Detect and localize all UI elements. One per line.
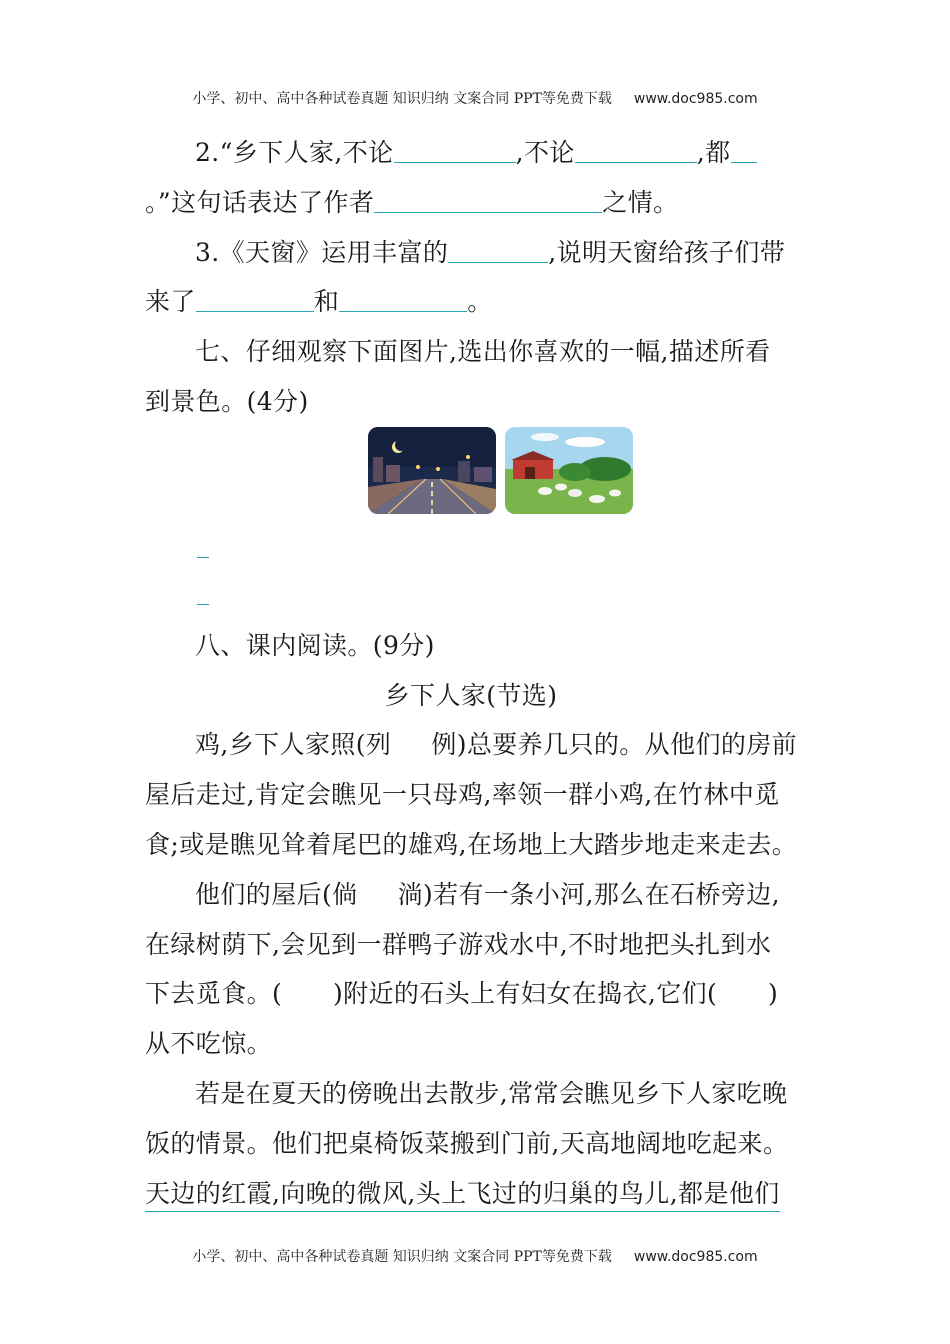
passage-line: 在绿树荫下,会见到一群鸭子游戏水中,不时地把头扎到水 [145,929,772,959]
question-3-text-e: 。 [467,287,493,317]
answer-blank[interactable] [575,140,697,163]
answer-blank[interactable] [448,240,548,263]
underlined-sentence: 天边的红霞,向晚的微风,头上飞过的归巢的鸟儿,都是他们 [145,1177,780,1212]
passage-text: 他们的屋后(倘 [195,879,358,909]
section-7-heading: 七、仔细观察下面图片,选出你喜欢的一幅,描述所看 [195,337,771,367]
footer-text: 小学、初中、高中各种试卷真题 知识归纳 文案合同 PPT等免费下载 [192,1249,612,1265]
passage-line: 食;或是瞧见耸着尾巴的雄鸡,在场地上大踏步地走来走去。 [145,829,798,859]
passage-line [145,870,797,920]
question-3-text-b: ,说明天窗给孩子们带 [548,237,786,267]
answer-blank [197,557,209,558]
passage-line: 若是在夏天的傍晚出去散步,常常会瞧见乡下人家吃晚 [195,1078,788,1108]
question-2-text-b: ,不论 [515,138,575,167]
passage-line: 屋后走过,肯定会瞧见一只母鸡,率领一群小鸡,在竹林中觅 [145,780,780,810]
passage-line: 从不吃惊。 [145,1029,273,1059]
passage-text: 鸡,乡下人家照(列 [195,730,392,760]
passage-line [145,1169,797,1219]
section-8-heading: 八、课内阅读。(9分) [195,630,435,660]
answer-blank[interactable] [394,140,516,163]
header-text: 小学、初中、高中各种试卷真题 知识归纳 文案合同 PPT等免费下载 [192,91,612,107]
answer-blank[interactable] [374,190,602,213]
page-footer [0,1246,950,1266]
answer-blank [197,604,209,605]
question-3-line-1 [145,228,797,278]
page-header [0,88,950,108]
passage-line [145,720,797,770]
question-2-line-1 [145,128,797,178]
footer-url: www.doc985.com [633,1249,758,1265]
answer-line-1[interactable] [145,527,797,574]
answer-line-2[interactable] [145,574,797,621]
question-2-line-2 [145,178,797,228]
night-road-picture[interactable] [368,427,496,514]
header-url: www.doc985.com [633,91,758,107]
question-3-text-c: 来了 [145,287,196,317]
passage-title: 乡下人家(节选) [384,680,558,710]
section-7-heading-cont: 到景色。(4分) [145,386,309,416]
answer-blank[interactable] [731,140,757,163]
question-2-text-e: 之情。 [602,187,679,217]
question-2-text-a: 2.“乡下人家,不论 [195,138,394,167]
question-2-text-d: 。”这句话表达了作者 [145,187,375,217]
picture-row [145,427,797,527]
question-3-text-a: 3.《天窗》运用丰富的 [195,237,449,267]
passage-line: 饭的情景。他们把桌椅饭菜搬到门前,天高地阔地吃起来。 [145,1128,789,1158]
document-body [145,128,797,1218]
passage-line: 下去觅食。( )附近的石头上有妇女在捣衣,它们( ) [145,979,779,1009]
question-3-text-d: 和 [313,287,340,317]
passage-text: 淌)若有一条小河,那么在石桥旁边, [397,879,781,909]
passage-text: 例)总要养几只的。从他们的房前 [431,730,798,760]
question-2-text-c: ,都 [696,138,731,167]
answer-blank[interactable] [196,289,314,312]
answer-blank[interactable] [339,289,467,312]
question-3-line-2 [145,277,797,327]
farm-sheep-picture[interactable] [505,427,633,514]
